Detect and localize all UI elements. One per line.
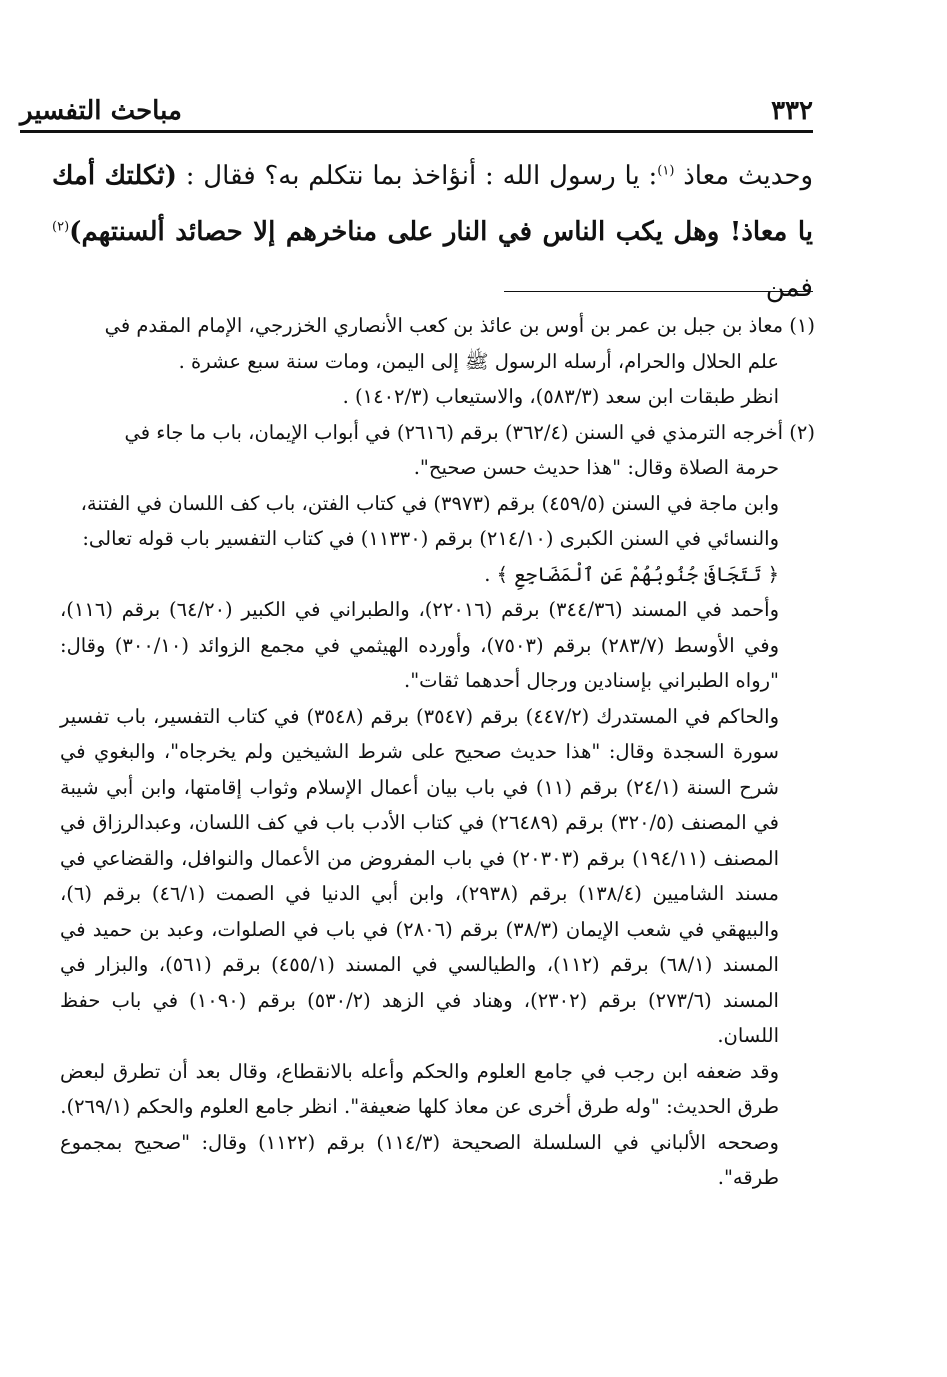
footnote-2-p1-line2: حرمة الصلاة وقال: "هذا حديث حسن صحيح". [413, 456, 779, 479]
main-text-part1: وحديث معاذ [683, 161, 814, 191]
footnote-separator [504, 291, 813, 292]
footnote-2-p4: والحاكم في المستدرك (٤٤٧/٢) برقم (٣٥٤٧) برقم (٣٥٤٨) في كتاب التفسير، باب تفسير سورة السجدة وقال: "هذا حديث صحيح على شرط الشيخين ولم يخرجاه"، والبغوي في شرح السنة (٢٤/١) برقم (١١) في باب بيان أعمال الإسلام وثواب إقامتها، وابن أبي شيبة في المصنف (٣٢٠/٥) برقم (٢٦٤٨٩) في كتاب الأدب باب في كف اللسان، وعبدالرزاق في المصنف (١٩٤/١١) برقم (٢٠٣٠٣) في باب المفروض من الأعمال والنوافل، والقضاعي في مسند الشاميين (١٣٨/٤) برقم (٢٩٣٨)، وابن أبي الدنيا في الصمت (٤٦/١) برقم (٦)، والبيهقي في شعب الإيمان (٣٨/٣) برقم (٢٨٠٦) في باب في الصلوات، وعبد بن حميد في المسند (٦٨/١) برقم (١١٢)، والطيالسي في المسند (٤٥٥/١) برقم (٥٦١)، والبزار في المسند (٢٧٣/٦) برقم (٢٣٠٢)، وهناد في الزهد (٥٣٠/٢) برقم (١٠٩٠) في باب حفظ اللسان. [60, 704, 780, 1047]
footnote-2-p1-text: أخرجه الترمذي في السنن (٣٦٢/٤) برقم (٢٦١٦) في أبواب الإيمان، باب ما جاء في [124, 420, 784, 444]
footnote-1-line3: انظر طبقات ابن سعد (٥٨٣/٣)، والاستيعاب (١٤٠٢/٣) . [342, 385, 779, 408]
main-text-part3: فمن [765, 273, 813, 303]
footnote-2-p2-line1: وابن ماجة في السنن (٤٥٩/٥) برقم (٣٩٧٣) في كتاب الفتن، باب كف اللسان في الفتنة، [80, 491, 779, 515]
footnote-2-p2-line2: والنسائي في السنن الكبرى (٢١٤/١٠) برقم (١١٣٣٠) في كتاب التفسير باب قوله تعالى: [82, 527, 779, 550]
footnote-marker-2: (٢) [52, 219, 70, 235]
footnote-2-number: (٢) [789, 420, 815, 444]
footnote-2-p6: وصححه الألباني في السلسلة الصحيحة (١١٤/٣) برقم (١١٢٢) وقال: "صحيح بمجموع طرقه". [60, 1130, 779, 1189]
footnote-1-line1 [60, 308, 815, 344]
page-header [20, 88, 813, 126]
footnote-2-p5: وقد ضعفه ابن رجب في جامع العلوم والحكم وأعله بالانقطاع، وقال بعد أن تطرق لبعض طرق الحديث: "وله طرق أخرى عن معاذ كلها ضعيفة". انظر جامع العلوم والحكم (٢٦٩/١). [60, 1059, 779, 1118]
footnote-marker-1: (١) [657, 163, 675, 179]
footnote-1 [60, 308, 815, 415]
footnote-1-number: (١) [789, 314, 815, 337]
page-number: ٣٣٢ [771, 96, 813, 126]
footnotes [60, 308, 815, 1196]
header-rule [20, 130, 813, 133]
footnote-2-p3: وأحمد في المسند (٣٤٤/٣٦) برقم (٢٢٠١٦)، والطبراني في الكبير (٦٤/٢٠) برقم (١١٦)، وفي الأوسط (٢٨٣/٧) برقم (٧٥٠٣)، وأورده الهيثمي في مجمع الزوائد (٣٠٠/١٠) وقال: "رواه الطبراني بإسنادين ورجال أحدهما ثقات". [60, 598, 779, 692]
footnote-2-p2-line3: ﴿ تَتَجَافَىٰ جُنُوبُهُمْ عَنِ ٱلْمَضَاجِعِ ﴾ . [484, 562, 779, 586]
hadith-quote: (ثكلتك أمك يا معاذ! وهل يكب الناس في النار على مناخرهم إلا حصائد ألسنتهم) [52, 161, 813, 247]
running-title: مباحث التفسير [20, 96, 182, 126]
footnote-1-line2: علم الحلال والحرام، أرسله الرسول ﷺ إلى اليمن، ومات سنة سبع عشرة . [178, 349, 779, 373]
main-text-part2: : يا رسول الله : أنؤاخذ بما نتكلم به؟ فقال : [176, 161, 658, 191]
footnote-2 [60, 415, 815, 1196]
footnote-1-text: معاذ بن جبل بن عمر بن أوس بن عائذ بن كعب الأنصاري الخزرجي، الإمام المقدم في [104, 314, 784, 337]
footnote-2-p1-line1 [60, 415, 815, 451]
